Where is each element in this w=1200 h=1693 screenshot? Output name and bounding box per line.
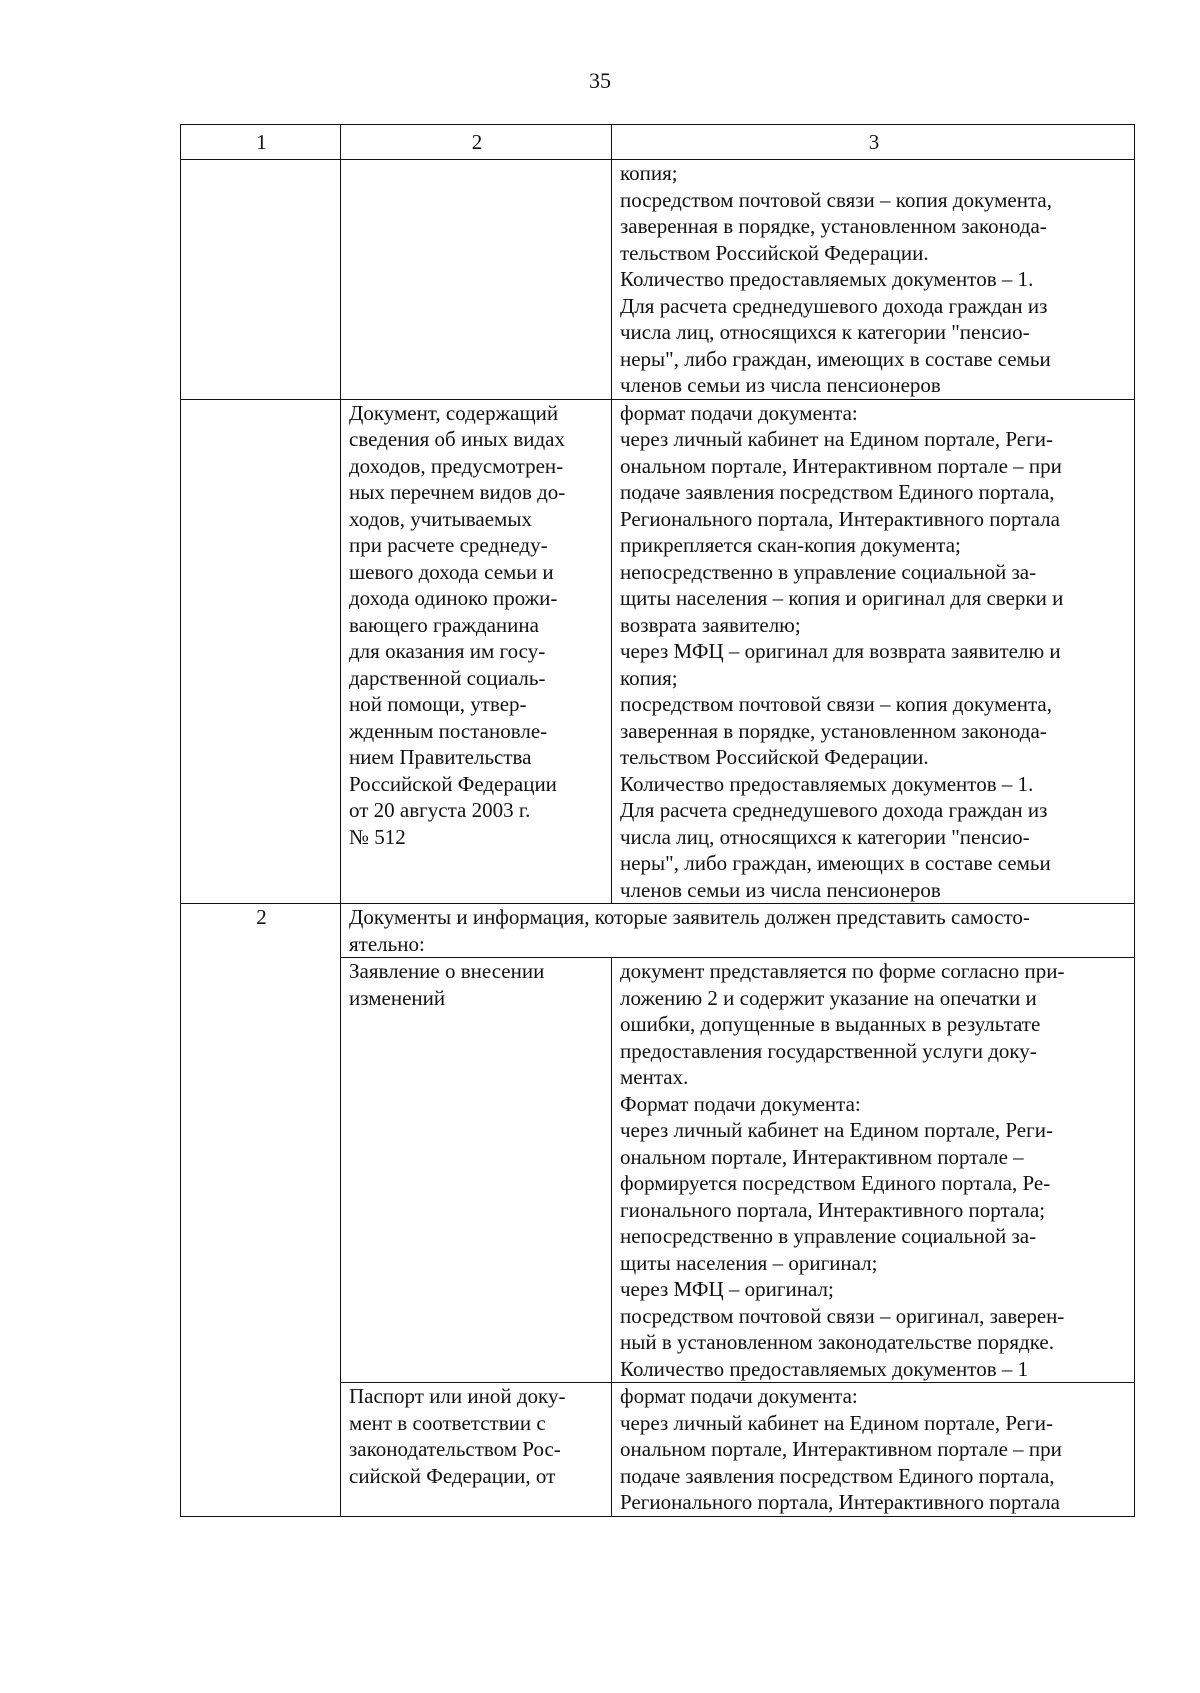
text-line: законодательством Рос-	[349, 1437, 561, 1461]
text-line: через личный кабинет на Едином портале, Реги-	[620, 427, 1053, 451]
text-line: неры", либо граждан, имеющих в составе семьи	[620, 346, 1051, 371]
text-line: Количество предоставляемых документов – 1.	[620, 771, 1034, 796]
row-number-cell	[181, 399, 341, 904]
document-name-cell	[341, 160, 612, 400]
text-line: членов семьи из числа пенсионеров	[620, 373, 941, 397]
document-requirements-cell	[612, 399, 1135, 904]
text-line: посредством почтовой связи – копия документа,	[620, 692, 1052, 716]
header-row	[181, 125, 1135, 160]
text-line: дохода одиноко прожи-	[349, 586, 558, 610]
text-line: ный в установленном законодательстве порядке.	[620, 1330, 1054, 1354]
document-name-cell	[341, 399, 612, 904]
text-line: Количество предоставляемых документов – 1	[620, 1356, 1029, 1381]
text-line: Формат подачи документа:	[620, 1091, 861, 1116]
text-line: через личный кабинет на Едином портале, Реги-	[620, 1118, 1053, 1142]
text-line: посредством почтовой связи – оригинал, заверен-	[620, 1303, 1065, 1328]
table-row-continued	[181, 160, 1135, 400]
text-line: предоставления государственной услуги доку-	[620, 1038, 1037, 1063]
text-line: через МФЦ – оригинал;	[620, 1277, 834, 1301]
text-line: Заявление о внесении	[349, 959, 545, 983]
text-line: доходов, предусмотрен-	[349, 453, 564, 478]
document-requirements-cell	[612, 958, 1135, 1383]
text-line: ложению 2 и содержит указание на опечатки и	[620, 985, 1037, 1010]
header-col-1: 1	[181, 125, 341, 160]
text-line: ональном портале, Интерактивном портале – при	[620, 1437, 1062, 1461]
document-requirements-cell	[612, 1383, 1135, 1517]
text-line: посредством почтовой связи – копия документа,	[620, 187, 1052, 212]
header-col-3: 3	[612, 125, 1135, 160]
text-line: неры", либо граждан, имеющих в составе семьи	[620, 851, 1051, 875]
documents-table	[180, 124, 1135, 1517]
page-number: 35	[589, 68, 611, 93]
text-line: через личный кабинет на Едином портале, Реги-	[620, 1410, 1053, 1435]
text-line: копия;	[620, 665, 678, 690]
text-line: сийской Федерации, от	[349, 1463, 556, 1488]
text-line: для оказания им госу-	[349, 639, 546, 663]
text-line: подаче заявления посредством Единого портала,	[620, 1463, 1055, 1488]
text-line: Паспорт или иной доку-	[349, 1384, 566, 1408]
text-line: тельством Российской Федерации.	[620, 240, 929, 265]
text-line: ональном портале, Интерактивном портале –	[620, 1144, 1024, 1169]
document-name-cell	[341, 958, 612, 1383]
text-line: документ представляется по форме согласно при-	[620, 959, 1065, 983]
text-line: возврата заявителю;	[620, 612, 801, 637]
text-line: щиты населения – копия и оригинал для сверки и	[620, 586, 1064, 610]
text-line: гионального портала, Интерактивного портала;	[620, 1197, 1046, 1222]
text-line: жденным постановле-	[349, 718, 548, 743]
text-line: непосредственно в управление социальной за-	[620, 559, 1037, 584]
text-line: подаче заявления посредством Единого портала,	[620, 480, 1055, 504]
text-line: формат подачи документа:	[620, 400, 858, 425]
text-line: членов семьи из числа пенсионеров	[620, 877, 941, 902]
text-line: Регионального портала, Интерактивного портала	[620, 506, 1060, 531]
text-line: числа лиц, относящихся к категории "пенсио-	[620, 824, 1030, 849]
text-line: заверенная в порядке, установленном законода-	[620, 214, 1047, 238]
text-line: № 512	[349, 824, 406, 849]
text-line: нием Правительства	[349, 745, 532, 769]
text-line: шевого дохода семьи и	[349, 559, 554, 584]
text-line: прикрепляется скан-копия документа;	[620, 533, 961, 557]
text-line: непосредственно в управление социальной за-	[620, 1224, 1037, 1248]
document-requirements-cell	[612, 160, 1135, 400]
text-line: Для расчета среднедушевого дохода граждан из	[620, 293, 1048, 318]
header-col-2: 2	[341, 125, 612, 160]
text-line: заверенная в порядке, установленном законода-	[620, 718, 1047, 743]
text-line: ных перечнем видов до-	[349, 480, 566, 504]
row-number-cell	[181, 160, 341, 400]
text-line: через МФЦ – оригинал для возврата заявителю и	[620, 639, 1061, 663]
text-line: тельством Российской Федерации.	[620, 745, 929, 769]
text-line: Количество предоставляемых документов – 1.	[620, 267, 1034, 291]
text-line: Российской Федерации	[349, 771, 557, 796]
text-line: копия;	[620, 161, 678, 185]
table-row-income-document	[181, 399, 1135, 904]
text-line: ной помощи, утвер-	[349, 692, 527, 716]
text-line: Регионального портала, Интерактивного портала	[620, 1490, 1060, 1514]
text-line: Документы и информация, которые заявитель должен представить самосто-	[349, 905, 1030, 929]
text-line: вающего гражданина	[349, 612, 539, 637]
section-number: 2	[181, 904, 341, 1517]
section-2-row	[181, 904, 1135, 958]
text-line: при расчете среднеду-	[349, 533, 548, 557]
text-line: щиты населения – оригинал;	[620, 1250, 878, 1275]
text-line: ошибки, допущенные в выданных в результате	[620, 1012, 1041, 1036]
text-line: дарственной социаль-	[349, 665, 546, 690]
text-line: ходов, учитываемых	[349, 506, 532, 531]
text-line: формат подачи документа:	[620, 1384, 858, 1408]
text-line: мент в соответствии с	[349, 1410, 546, 1435]
text-line: от 20 августа 2003 г.	[349, 798, 531, 822]
document-name-cell	[341, 1383, 612, 1517]
text-line: Для расчета среднедушевого дохода граждан из	[620, 798, 1048, 822]
text-line: ональном портале, Интерактивном портале – при	[620, 453, 1062, 478]
text-line: сведения об иных видах	[349, 427, 565, 451]
text-line: ментах.	[620, 1065, 689, 1089]
text-line: изменений	[349, 985, 446, 1010]
text-line: формируется посредством Единого портала, Ре-	[620, 1171, 1051, 1195]
text-line: Документ, содержащий	[349, 400, 559, 425]
text-line: числа лиц, относящихся к категории "пенсио-	[620, 320, 1030, 344]
text-line: ятельно:	[349, 931, 425, 956]
section-title	[341, 904, 1135, 958]
